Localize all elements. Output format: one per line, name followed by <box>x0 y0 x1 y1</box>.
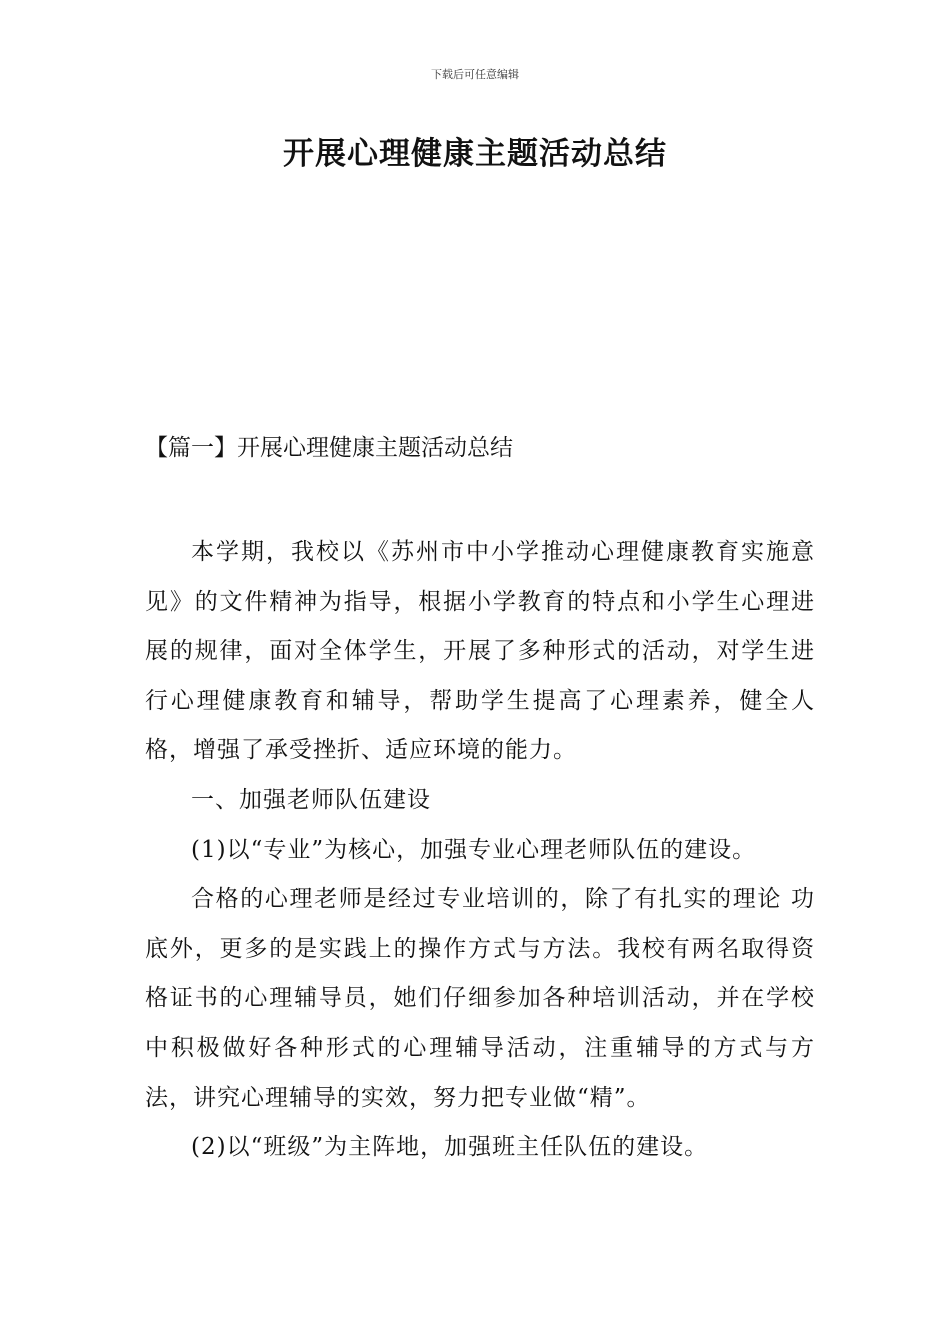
document-body <box>145 528 815 1173</box>
header-note: 下载后可任意编辑 <box>431 68 519 81</box>
paragraph-intro: 本学期，我校以《苏州市中小学推动心理健康教育实施意见》的文件精神为指导，根据小学教育的特点和小学生心理进展的规律，面对全体学生，开展了多种形式的活动，对学生进行心理健康教育和辅导，帮助学生提高了心理素养，健全人格，增强了承受挫折、适应环境的能力。 <box>145 539 815 764</box>
document-title: 开展心理健康主题活动总结 <box>283 136 667 172</box>
paragraph-heading-teacher-team: 一、加强老师队伍建设 <box>191 786 431 813</box>
paragraph-item-1: (1)以“专业”为核心，加强专业心理老师队伍的建设。 <box>191 836 757 863</box>
paragraph-professional-teachers: 合格的心理老师是经过专业培训的，除了有扎实的理论 功底外，更多的是实践上的操作方式与方法。我校有两名取得资格证书的心理辅导员，她们仔细参加各种培训活动，并在学校中积极做好各种形式的心理辅导活动，注重辅导的方式与方法，讲究心理辅导的实效，努力把专业做“精”。 <box>145 886 815 1111</box>
paragraph-item-2: (2)以“班级”为主阵地，加强班主任队伍的建设。 <box>191 1134 709 1161</box>
section-heading: 【篇一】开展心理健康主题活动总结 <box>145 435 513 461</box>
